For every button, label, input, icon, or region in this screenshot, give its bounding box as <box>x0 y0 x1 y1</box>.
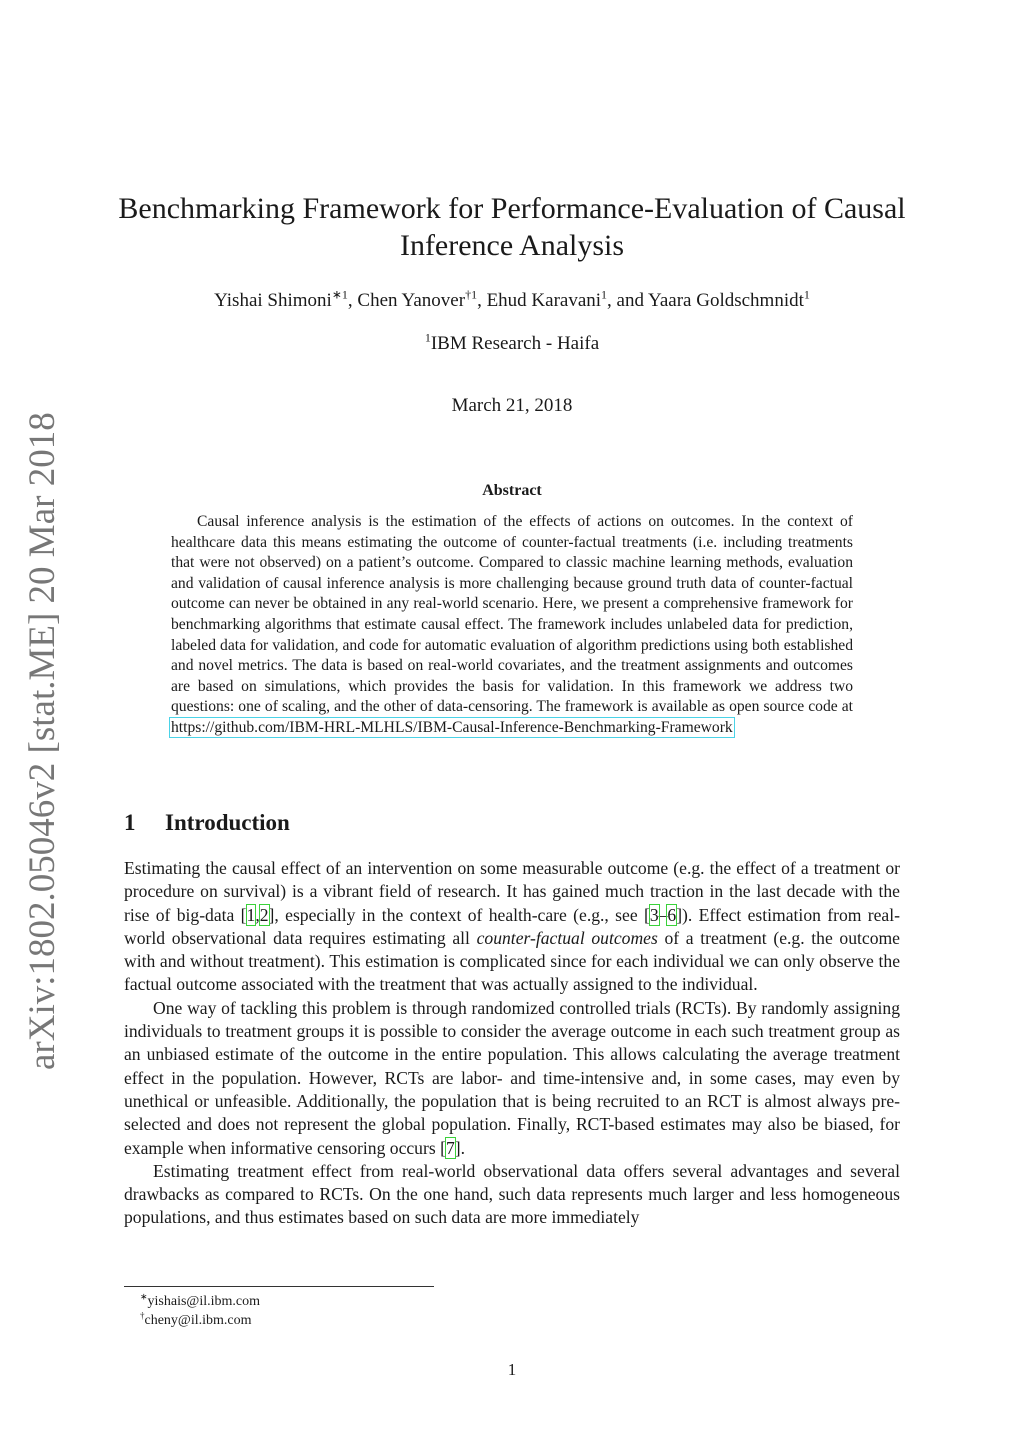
author-3: Ehud Karavani <box>486 290 602 311</box>
author-4-mark: 1 <box>803 287 810 302</box>
abstract-heading: Abstract <box>482 482 542 499</box>
p1-dash: – <box>658 904 668 925</box>
citation-link[interactable]: 7 <box>445 1137 455 1158</box>
author-list: Yishai Shimoni$^{∗1}$, Chen Yanover$^{\dagger 1}$, Ehud Karavani$^1$, and Yaara Goldschmnidt$^1$ <box>214 287 810 311</box>
p3-text-a: Estimating treatment effect from real-world observational data offers several advantages and several drawbacks as compared to RCTs. On the one hand, such data represents much larger and less homogeneous populations, and thus estimates based on such data are more immediately <box>124 1160 900 1228</box>
footnotes <box>140 1292 260 1330</box>
paper-title <box>110 190 914 264</box>
p1-text-b: ], especially in the context of health-care (e.g., see [ <box>268 904 650 925</box>
author-4: and Yaara Goldschmnidt <box>616 290 804 311</box>
citation-link[interactable]: 1 <box>246 904 256 925</box>
p2-text-b: ]. <box>454 1137 466 1158</box>
footnote-1 <box>140 1292 260 1311</box>
footnote-1-mark: ∗ <box>140 1291 148 1302</box>
author-2: Chen Yanover <box>357 290 466 311</box>
affiliation <box>100 331 924 357</box>
title-line-2: Inference Analysis <box>399 229 625 262</box>
citation-link[interactable]: 6 <box>667 904 677 925</box>
footnote-2-email: cheny@il.ibm.com <box>144 1313 252 1328</box>
paragraph-2 <box>124 997 900 1160</box>
p1-text-c: ]). Effect estimation from real-world observational data requires estimating all <box>124 904 900 948</box>
author-3-mark: 1 <box>601 287 608 302</box>
p1-text-a: Estimating the causal effect of an intervention on some measurable outcome (e.g. the effect of a treatment or procedure on survival) is a vibrant field of research. It has gained much traction in the last decade with the rise of big-data [ <box>124 858 900 925</box>
footnote-2 <box>140 1311 260 1330</box>
paragraph-1 <box>124 857 900 997</box>
p1-emphasis: counter-factual outcomes <box>476 927 658 948</box>
section-heading <box>124 810 290 836</box>
author-1-mark: ∗1 <box>331 287 348 302</box>
title-line-1: Benchmarking Framework for Performance-Evaluation of Causal <box>118 192 906 225</box>
abstract-body <box>171 512 853 739</box>
p2-text-a: One way of tackling this problem is through randomized controlled trials (RCTs). By randomly assigning individuals to treatment groups it is possible to consider the average outcome in each such treatment group as an unbiased estimate of the outcome in the entire population. This allows calculating the average treatment effect in the population. However, RCTs are labor- and time-intensive and, in some cases, may even by unethical or unfeasible. Additionally, the population that is being recruited to an RCT is almost always pre-selected and does not represent the global population. Finally, RCT-based estimates may also be biased, for example when informative censoring occurs [ <box>124 997 900 1158</box>
section-number: 1 <box>124 810 136 835</box>
footnote-1-email: yishais@il.ibm.com <box>147 1294 260 1309</box>
author-1: Yishai Shimoni <box>214 290 332 311</box>
footnote-rule <box>124 1286 434 1287</box>
body-text <box>124 857 900 1230</box>
author-2-mark: †1 <box>465 287 478 302</box>
p1-text-d: of a treatment (e.g. the outcome with and without treatment). This estimation is complicated since for each individual we can only observe the factual outcome associated with the treatment that was actually assigned to the individual. <box>124 927 900 995</box>
affiliation-mark: 1 <box>424 330 431 345</box>
page-number: 1 <box>507 1360 517 1379</box>
paragraph-3 <box>124 1160 900 1230</box>
p1-comma: , <box>255 904 260 925</box>
affiliation-name: IBM Research - Haifa <box>430 333 600 354</box>
citation-link[interactable]: 2 <box>259 904 269 925</box>
section-title: Introduction <box>165 810 290 835</box>
arxiv-stamp: arXiv:1802.05046v2 [stat.ME] 20 Mar 2018 <box>22 412 63 1070</box>
abstract-text: Causal inference analysis is the estimation of the effects of actions on outcomes. In the context of healthcare data this means estimating the outcome of counter-factual treatments (i.e. including treatments that were not observed) on a patient’s outcome. Compared to classic machine learning methods, evaluation and validation of causal inference analysis is more challenging because ground truth data of counter-factual outcome can never be obtained in any real-world scenario. Here, we present a comprehensive framework for benchmarking algorithms that estimate causal effect. The framework includes unlabeled data for prediction, labeled data for validation, and code for automatic evaluation of algorithm predictions using both established and novel metrics. The data is based on real-world covariates, and the treatment assignments and outcomes are based on simulations, which provides the basis for validation. In this framework we address two questions: one of scaling, and the other of data-censoring. The framework is available as open source code at <box>171 513 853 716</box>
paper-date: March 21, 2018 <box>451 395 573 416</box>
citation-link[interactable]: 3 <box>649 904 659 925</box>
github-link[interactable]: https://github.com/IBM-HRL-MLHLS/IBM-Causal-Inference-Benchmarking-Framework <box>171 718 733 736</box>
footnote-2-mark: † <box>140 1310 145 1321</box>
